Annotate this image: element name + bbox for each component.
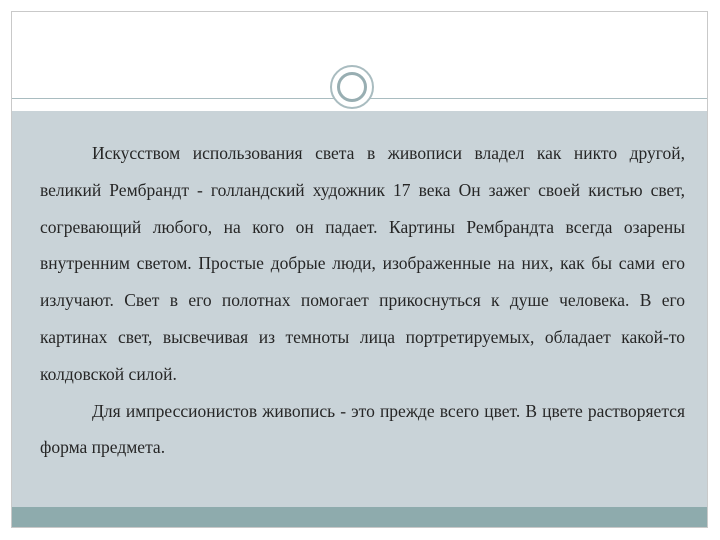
paragraph-impressionists: Для импрессионистов живопись - это прежде всего цвет. В цвете растворяется форма предмета. <box>40 400 685 458</box>
footer-bar <box>12 507 707 527</box>
slide-body-text <box>40 135 685 466</box>
circle-ornament-icon <box>330 65 374 109</box>
circle-ornament-inner <box>337 72 367 102</box>
paragraph-rembrandt: Искусством использования света в живописи владел как никто другой, великий Рембрандт - голландский художник 17 века Он зажег своей кистью свет, согревающий любого, на кого он падает. Картины Рембрандта всегда озарены внутренним светом. Простые добрые люди, изображенные на них, как бы сами его излучают. Свет в его полотнах помогает прикоснуться к душе человека. В его картинах свет, высвечивая из темноты лица портретируемых, обладает какой-то колдовской силой. <box>40 143 685 384</box>
